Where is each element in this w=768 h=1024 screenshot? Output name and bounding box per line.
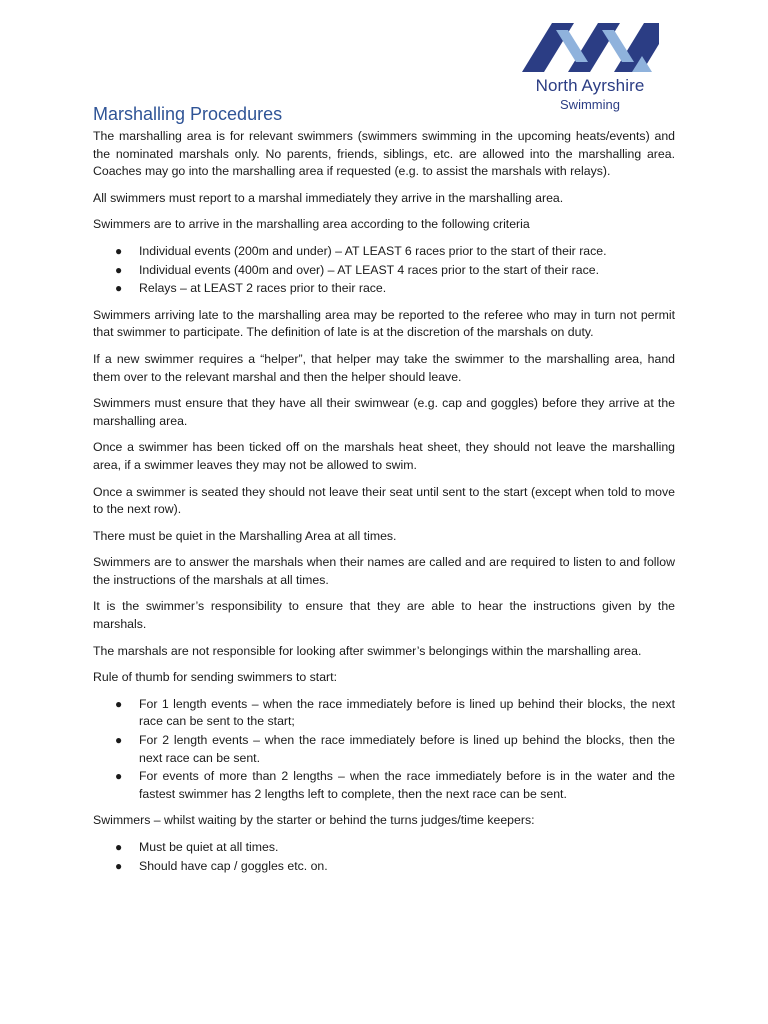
list-item: ● Individual events (200m and under) – AT LEAST 6 races prior to the start of their race. xyxy=(93,243,675,261)
document-body xyxy=(93,103,675,884)
logo-shape-light-2 xyxy=(602,30,634,62)
list-item: ● For events of more than 2 lengths – when the race immediately before is in the water and the fastest swimmer has 2 lengths left to complete, then the next race can be sent. xyxy=(115,769,675,801)
bullet-icon: ● xyxy=(115,840,123,854)
arrival-criteria-list xyxy=(93,243,675,298)
paragraph: Rule of thumb for sending swimmers to start: xyxy=(93,670,337,685)
list-item: ● For 2 length events – when the race immediately before is lined up behind the blocks, then the next race can be sent. xyxy=(115,733,675,765)
bullet-icon: ● xyxy=(115,858,123,873)
start-rules-list xyxy=(93,696,675,804)
paragraph: The marshalling area is for relevant swimmers (swimmers swimming in the upcoming heats/events) and the nominated marshals only. No parents, friends, siblings, etc. are allowed into the marshalling area. Coaches may go into the marshalling area if requested (e.g. to assist the marshals with relays). xyxy=(93,129,675,179)
list-item: ● For 1 length events – when the race immediately before is lined up behind their blocks, the next race can be sent to the start; xyxy=(115,696,675,729)
logo-subtitle: Swimming xyxy=(560,97,620,112)
bullet-icon: ● xyxy=(115,243,123,258)
paragraph: It is the swimmer’s responsibility to ensure that they are able to hear the instructions given by the marshals. xyxy=(93,599,675,632)
paragraph: All swimmers must report to a marshal immediately they arrive in the marshalling area. xyxy=(93,190,564,205)
paragraph: There must be quiet in the Marshalling Area at all times. xyxy=(93,528,397,543)
logo-mark xyxy=(516,20,666,74)
paragraph: Swimmers – whilst waiting by the starter or behind the turns judges/time keepers: xyxy=(93,813,535,828)
bullet-icon: ● xyxy=(115,696,123,711)
bullet-icon: ● xyxy=(115,769,123,784)
list-item: ● Relays – at LEAST 2 races prior to their race. xyxy=(93,280,675,298)
paragraph: Once a swimmer is seated they should not leave their seat until sent to the start (except when told to move to the next row). xyxy=(93,484,675,517)
list-item: ● Should have cap / goggles etc. on. xyxy=(93,858,675,876)
logo-shape-light-1 xyxy=(556,30,588,62)
page-title: Marshalling Procedures xyxy=(93,104,283,124)
paragraph: Swimmers must ensure that they have all their swimwear (e.g. cap and goggles) before they arrive at the marshalling area. xyxy=(93,396,675,428)
bullet-icon: ● xyxy=(115,281,123,296)
logo-name: North Ayrshire xyxy=(535,76,645,95)
bullet-icon: ● xyxy=(115,262,123,277)
paragraph: The marshals are not responsible for looking after swimmer’s belongings within the marshalling area. xyxy=(93,643,642,658)
paragraph: Once a swimmer has been ticked off on the marshals heat sheet, they should not leave the marshalling area, if a swimmer leaves they may not be allowed to swim. xyxy=(93,440,675,472)
paragraph: Swimmers arriving late to the marshalling area may be reported to the referee who may in turn not permit that swimmer to participate. The definition of late is at the discretion of the marshals on duty. xyxy=(93,307,675,340)
paragraph: Swimmers are to answer the marshals when their names are called and are required to listen to and follow the instructions of the marshals at all times. xyxy=(93,555,675,587)
paragraph: Swimmers are to arrive in the marshalling area according to the following criteria xyxy=(93,217,530,232)
list-item: ● Must be quiet at all times. xyxy=(93,839,675,857)
paragraph: If a new swimmer requires a “helper”, that helper may take the swimmer to the marshalling area, hand them over to the relevant marshal and then the helper should leave. xyxy=(93,351,675,384)
list-item: ● Individual events (400m and over) – AT LEAST 4 races prior to the start of their race. xyxy=(93,262,675,280)
bullet-icon: ● xyxy=(115,733,123,748)
waiting-list xyxy=(93,839,675,875)
club-logo xyxy=(516,20,666,116)
